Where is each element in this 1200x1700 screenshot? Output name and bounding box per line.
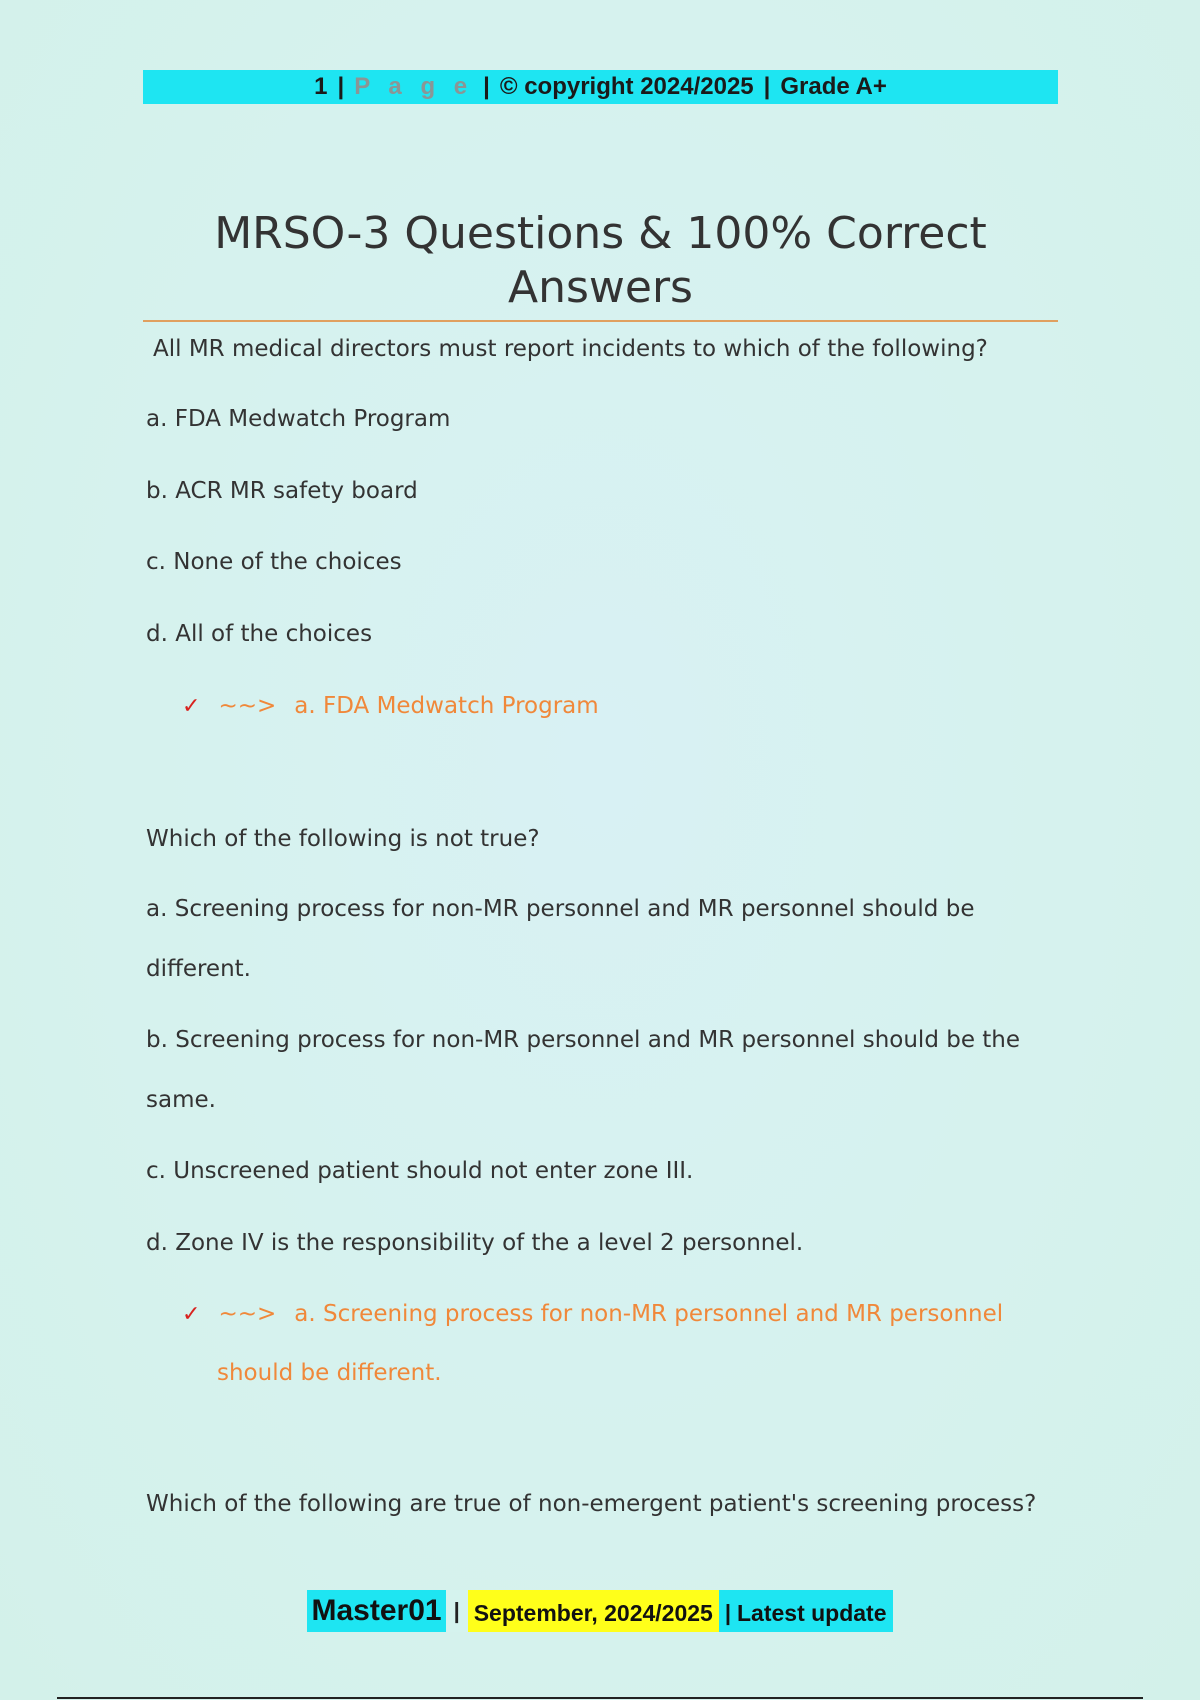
footer-separator: | [719, 1590, 737, 1632]
question-1-option-b: b. ACR MR safety board [146, 478, 418, 504]
header-separator: | [763, 73, 771, 100]
question-2-option-a-line-1: a. Screening process for non-MR personnel and MR personnel should be [146, 896, 975, 922]
copyright-text: © copyright 2024/2025 [499, 73, 754, 100]
footer-latest-update: Latest update [737, 1590, 893, 1632]
question-1-option-c: c. None of the choices [146, 549, 402, 575]
page-word: P a g e [354, 73, 474, 100]
title-line-1: MRSO-3 Questions & 100% Correct [214, 208, 987, 259]
question-3-prompt: Which of the following are true of non-emergent patient's screening process? [146, 1491, 1037, 1517]
question-2-answer [182, 1285, 1042, 1402]
title-line-2: Answers [508, 262, 693, 313]
question-1-option-d: d. All of the choices [146, 621, 373, 647]
checkmark-icon: ✓ [182, 694, 201, 719]
grade-text: Grade A+ [780, 73, 887, 100]
bottom-divider [57, 1697, 1143, 1699]
question-2-option-d: d. Zone IV is the responsibility of the a level 2 personnel. [146, 1230, 804, 1256]
question-2-option-b-line-1: b. Screening process for non-MR personnel and MR personnel should be the [146, 1027, 1021, 1053]
question-1-prompt: All MR medical directors must report incidents to which of the following? [153, 336, 988, 362]
document-title [143, 207, 1058, 315]
answer-arrow: ~~> [218, 1301, 277, 1327]
header-separator: | [337, 73, 345, 100]
answer-text-line-2: should be different. [217, 1360, 442, 1386]
title-divider [143, 320, 1058, 322]
page-footer [0, 1590, 1200, 1632]
checkmark-icon: ✓ [182, 1302, 201, 1327]
footer-date: September, 2024/2025 [468, 1590, 719, 1632]
header-separator: | [483, 73, 490, 100]
question-1-answer [182, 677, 1042, 736]
page-header [143, 70, 1058, 104]
question-1-option-a: a. FDA Medwatch Program [146, 406, 451, 432]
page-number: 1 [314, 73, 328, 100]
question-2-option-a-line-2: different. [146, 956, 251, 982]
footer-brand: Master01 [307, 1590, 445, 1632]
answer-text-line-1: a. Screening process for non-MR personnel and MR personnel [294, 1301, 1004, 1327]
answer-text: a. FDA Medwatch Program [294, 693, 599, 719]
question-2-option-b-line-2: same. [146, 1087, 216, 1113]
answer-arrow: ~~> [218, 693, 277, 719]
footer-separator: | [446, 1590, 468, 1632]
question-2-prompt: Which of the following is not true? [146, 826, 540, 852]
question-2-option-c: c. Unscreened patient should not enter zone III. [146, 1158, 694, 1184]
